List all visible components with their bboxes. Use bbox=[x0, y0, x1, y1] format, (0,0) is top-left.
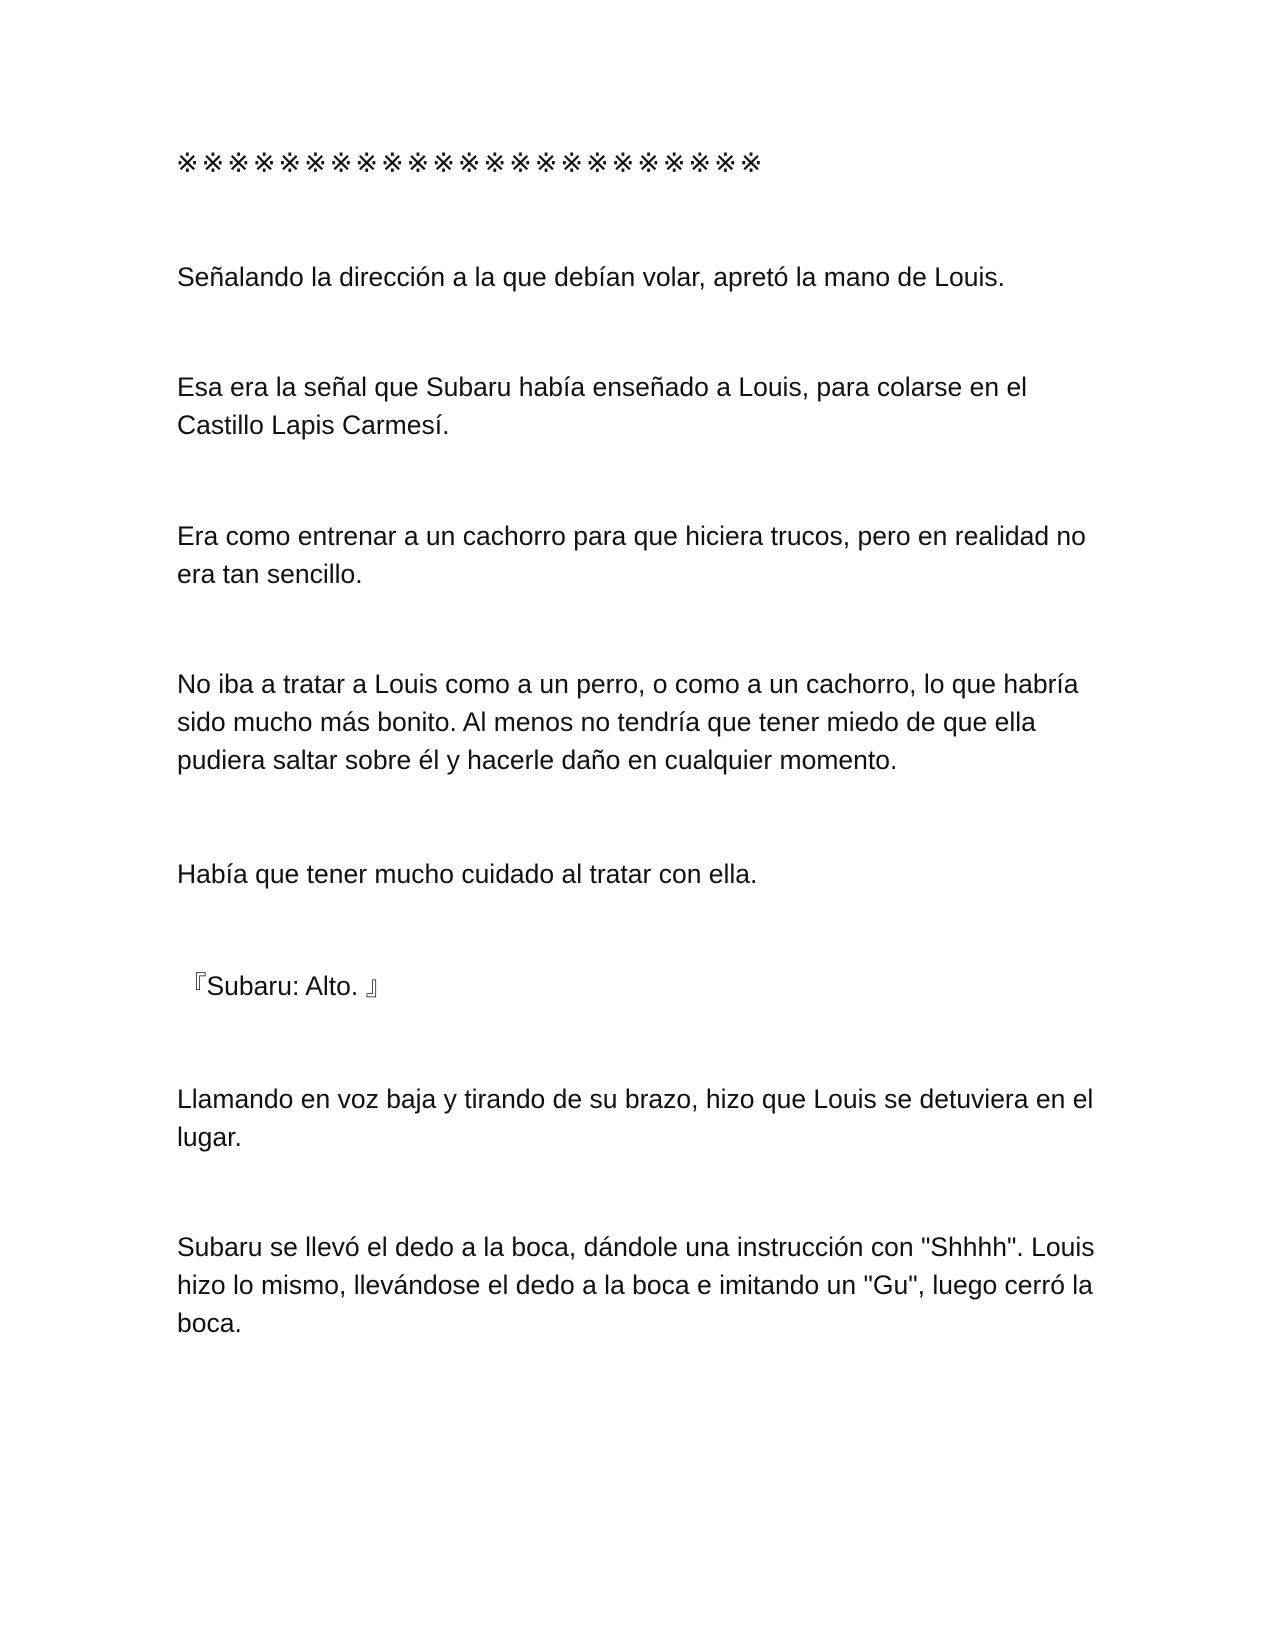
dialogue-line: 『Subaru: Alto. 』 bbox=[180, 971, 393, 1001]
scene-separator: ※※※※※※※※※※※※※※※※※※※※※※※ bbox=[176, 148, 766, 179]
paragraph: No iba a tratar a Louis como a un perro, o como a un cachorro, lo que habría sido mucho más bonito. Al menos no tendría que tener miedo de que ella pudiera saltar sobre él y hacerle daño en cualquier momento. bbox=[177, 669, 1079, 775]
paragraph: Había que tener mucho cuidado al tratar con ella. bbox=[177, 859, 758, 889]
paragraph: Llamando en voz baja y tirando de su brazo, hizo que Louis se detuviera en el lugar. bbox=[177, 1084, 1094, 1152]
paragraph: Señalando la dirección a la que debían volar, apretó la mano de Louis. bbox=[177, 262, 1005, 292]
paragraph: Subaru se llevó el dedo a la boca, dándole una instrucción con "Shhhh". Louis hizo lo mismo, llevándose el dedo a la boca e imitando un "Gu", luego cerró la boca. bbox=[177, 1232, 1095, 1338]
paragraph: Era como entrenar a un cachorro para que hiciera trucos, pero en realidad no era tan sencillo. bbox=[177, 521, 1086, 589]
paragraph: Esa era la señal que Subaru había enseñado a Louis, para colarse en el Castillo Lapis Carmesí. bbox=[177, 372, 1028, 440]
